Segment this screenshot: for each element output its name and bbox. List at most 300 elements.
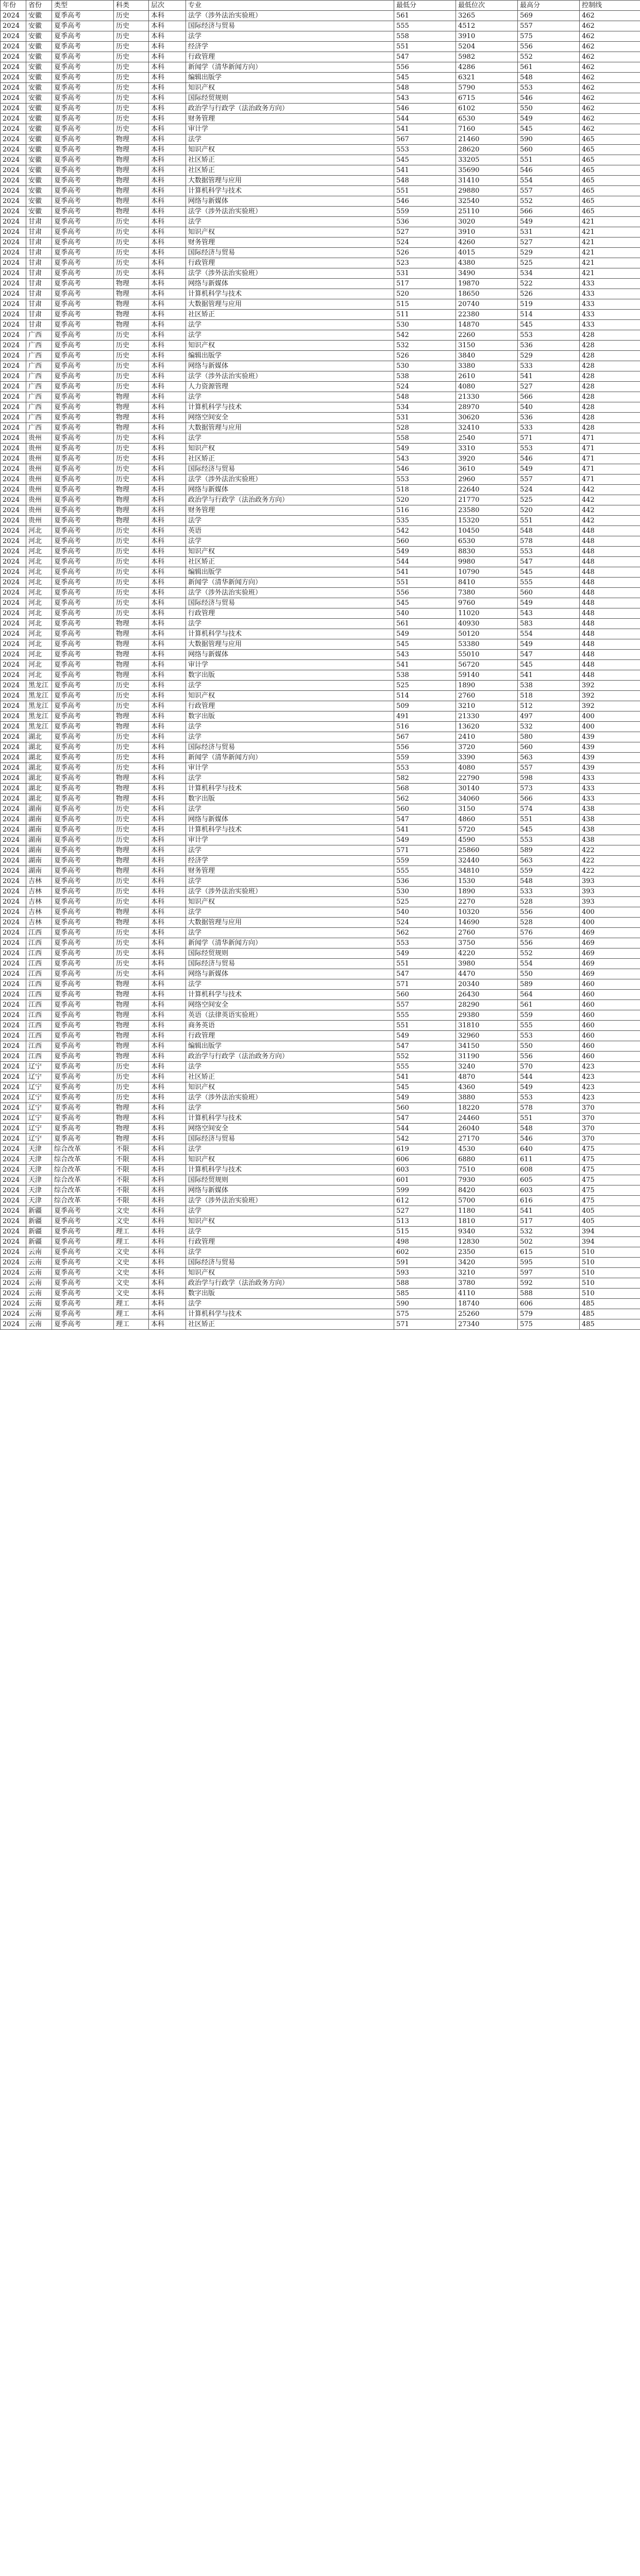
table-row (1, 639, 640, 650)
cell-subject: 文史 (114, 1247, 149, 1258)
cell-level: 本科 (149, 681, 186, 691)
cell-control-line: 448 (580, 526, 640, 536)
cell-level: 本科 (149, 794, 186, 804)
cell-max-score: 564 (518, 990, 580, 1000)
cell-subject: 历史 (114, 825, 149, 835)
cell-level: 本科 (149, 289, 186, 299)
cell-max-score: 553 (518, 547, 580, 557)
cell-level: 本科 (149, 248, 186, 258)
cell-control-line: 405 (580, 1206, 640, 1216)
cell-type: 综合改革 (52, 1185, 114, 1196)
cell-min-rank: 22380 (456, 310, 518, 320)
cell-control-line: 421 (580, 227, 640, 238)
table-row (1, 1299, 640, 1309)
cell-year: 2024 (1, 1052, 26, 1062)
cell-level: 本科 (149, 238, 186, 248)
cell-subject: 物理 (114, 773, 149, 784)
table-row (1, 1093, 640, 1103)
table-row (1, 567, 640, 578)
cell-major: 国际经贸规则 (186, 93, 394, 104)
cell-max-score: 571 (518, 433, 580, 444)
cell-control-line: 442 (580, 505, 640, 516)
cell-province: 湖南 (26, 856, 52, 866)
cell-max-score: 502 (518, 1237, 580, 1247)
cell-province: 湖北 (26, 784, 52, 794)
cell-min-score: 541 (394, 660, 456, 670)
cell-province: 天津 (26, 1155, 52, 1165)
cell-province: 贵州 (26, 454, 52, 464)
cell-year: 2024 (1, 825, 26, 835)
cell-control-line: 428 (580, 402, 640, 413)
cell-subject: 历史 (114, 371, 149, 382)
cell-max-score: 544 (518, 1072, 580, 1082)
cell-major: 财务管理 (186, 238, 394, 248)
cell-subject: 理工 (114, 1237, 149, 1247)
cell-major: 法学 (186, 320, 394, 330)
cell-subject: 历史 (114, 1062, 149, 1072)
cell-control-line: 448 (580, 536, 640, 547)
cell-subject: 物理 (114, 670, 149, 681)
table-row (1, 474, 640, 485)
cell-major: 财务管理 (186, 866, 394, 876)
cell-type: 夏季高考 (52, 114, 114, 124)
cell-max-score: 556 (518, 1052, 580, 1062)
cell-min-rank: 2610 (456, 371, 518, 382)
cell-major: 新闻学（清华新闻方向） (186, 938, 394, 948)
cell-province: 河北 (26, 608, 52, 619)
cell-subject: 历史 (114, 835, 149, 845)
cell-control-line: 370 (580, 1124, 640, 1134)
cell-level: 本科 (149, 382, 186, 392)
cell-control-line: 433 (580, 794, 640, 804)
cell-type: 夏季高考 (52, 938, 114, 948)
table-row (1, 1165, 640, 1175)
cell-subject: 历史 (114, 608, 149, 619)
cell-type: 夏季高考 (52, 31, 114, 42)
cell-subject: 文史 (114, 1268, 149, 1278)
cell-min-rank: 24460 (456, 1113, 518, 1124)
cell-min-score: 549 (394, 1031, 456, 1041)
cell-level: 本科 (149, 1175, 186, 1185)
cell-major: 国际经济与贸易 (186, 742, 394, 753)
cell-major: 网络与新媒体 (186, 1185, 394, 1196)
cell-year: 2024 (1, 1278, 26, 1289)
cell-min-score: 544 (394, 1124, 456, 1134)
cell-province: 云南 (26, 1299, 52, 1309)
cell-level: 本科 (149, 815, 186, 825)
cell-max-score: 640 (518, 1144, 580, 1155)
cell-subject: 历史 (114, 217, 149, 227)
cell-year: 2024 (1, 794, 26, 804)
cell-control-line: 462 (580, 93, 640, 104)
cell-province: 甘肃 (26, 279, 52, 289)
table-row (1, 959, 640, 969)
cell-level: 本科 (149, 701, 186, 711)
cell-year: 2024 (1, 485, 26, 495)
cell-subject: 物理 (114, 320, 149, 330)
cell-province: 湖北 (26, 742, 52, 753)
cell-major: 社区矫正 (186, 454, 394, 464)
cell-province: 河北 (26, 629, 52, 639)
table-row (1, 361, 640, 371)
table-row (1, 660, 640, 670)
cell-major: 行政管理 (186, 608, 394, 619)
cell-type: 夏季高考 (52, 1052, 114, 1062)
cell-major: 法学（涉外法治实验班） (186, 371, 394, 382)
cell-min-score: 515 (394, 299, 456, 310)
cell-province: 河北 (26, 588, 52, 598)
cell-max-score: 532 (518, 1227, 580, 1237)
cell-level: 本科 (149, 207, 186, 217)
cell-control-line: 442 (580, 485, 640, 495)
cell-level: 本科 (149, 928, 186, 938)
cell-control-line: 462 (580, 83, 640, 93)
cell-year: 2024 (1, 876, 26, 887)
cell-min-rank: 32410 (456, 423, 518, 433)
cell-max-score: 520 (518, 505, 580, 516)
cell-min-rank: 1890 (456, 887, 518, 897)
cell-max-score: 547 (518, 557, 580, 567)
cell-major: 新闻学（清华新闻方向） (186, 578, 394, 588)
cell-max-score: 545 (518, 124, 580, 134)
cell-major: 数字出版 (186, 1289, 394, 1299)
cell-level: 本科 (149, 1072, 186, 1082)
cell-province: 贵州 (26, 485, 52, 495)
cell-min-rank: 6530 (456, 536, 518, 547)
cell-province: 江西 (26, 948, 52, 959)
cell-min-rank: 3310 (456, 444, 518, 454)
cell-level: 本科 (149, 825, 186, 835)
cell-type: 夏季高考 (52, 495, 114, 505)
cell-province: 甘肃 (26, 238, 52, 248)
table-row (1, 299, 640, 310)
cell-type: 夏季高考 (52, 11, 114, 21)
cell-min-rank: 3750 (456, 938, 518, 948)
cell-subject: 历史 (114, 124, 149, 134)
cell-type: 夏季高考 (52, 835, 114, 845)
cell-type: 夏季高考 (52, 815, 114, 825)
header-min-rank: 最低位次 (456, 1, 518, 11)
cell-major: 编辑出版学 (186, 351, 394, 361)
table-row (1, 268, 640, 279)
table-row (1, 526, 640, 536)
cell-min-rank: 3980 (456, 959, 518, 969)
table-row (1, 1309, 640, 1319)
cell-min-score: 599 (394, 1185, 456, 1196)
cell-type: 夏季高考 (52, 825, 114, 835)
cell-min-rank: 20340 (456, 979, 518, 990)
cell-major: 财务管理 (186, 114, 394, 124)
cell-level: 本科 (149, 1268, 186, 1278)
cell-control-line: 448 (580, 650, 640, 660)
cell-type: 夏季高考 (52, 124, 114, 134)
cell-min-rank: 18740 (456, 1299, 518, 1309)
cell-type: 夏季高考 (52, 21, 114, 31)
cell-level: 本科 (149, 1258, 186, 1268)
cell-control-line: 465 (580, 165, 640, 176)
cell-subject: 物理 (114, 1031, 149, 1041)
table-row (1, 1134, 640, 1144)
cell-province: 广西 (26, 371, 52, 382)
table-row (1, 1000, 640, 1010)
cell-min-score: 520 (394, 289, 456, 299)
cell-min-score: 548 (394, 392, 456, 402)
cell-max-score: 560 (518, 742, 580, 753)
cell-control-line: 460 (580, 1010, 640, 1021)
cell-province: 安徽 (26, 52, 52, 62)
cell-min-score: 547 (394, 1113, 456, 1124)
cell-type: 夏季高考 (52, 155, 114, 165)
cell-min-score: 582 (394, 773, 456, 784)
cell-year: 2024 (1, 248, 26, 258)
cell-province: 江西 (26, 1021, 52, 1031)
cell-max-score: 514 (518, 310, 580, 320)
cell-min-score: 551 (394, 1021, 456, 1031)
cell-min-score: 541 (394, 165, 456, 176)
cell-major: 社区矫正 (186, 1319, 394, 1330)
cell-province: 江西 (26, 959, 52, 969)
cell-min-rank: 3780 (456, 1278, 518, 1289)
cell-control-line: 423 (580, 1062, 640, 1072)
cell-major: 国际经济与贸易 (186, 959, 394, 969)
table-row (1, 1155, 640, 1165)
cell-type: 夏季高考 (52, 928, 114, 938)
cell-major: 法学 (186, 681, 394, 691)
cell-min-rank: 4220 (456, 948, 518, 959)
table-row (1, 825, 640, 835)
cell-max-score: 525 (518, 495, 580, 505)
cell-major: 国际经济与贸易 (186, 21, 394, 31)
table-row (1, 866, 640, 876)
cell-major: 商务英语 (186, 1021, 394, 1031)
cell-level: 本科 (149, 217, 186, 227)
cell-type: 夏季高考 (52, 588, 114, 598)
cell-year: 2024 (1, 1309, 26, 1319)
cell-type: 夏季高考 (52, 62, 114, 73)
cell-min-score: 555 (394, 866, 456, 876)
cell-subject: 历史 (114, 876, 149, 887)
cell-year: 2024 (1, 691, 26, 701)
table-row (1, 52, 640, 62)
cell-province: 甘肃 (26, 217, 52, 227)
header-control-line: 控制线 (580, 1, 640, 11)
cell-province: 江西 (26, 969, 52, 979)
cell-major: 计算机科学与技术 (186, 825, 394, 835)
cell-max-score: 575 (518, 1319, 580, 1330)
table-row (1, 1319, 640, 1330)
cell-year: 2024 (1, 1021, 26, 1031)
cell-control-line: 428 (580, 330, 640, 341)
cell-min-rank: 3390 (456, 753, 518, 763)
cell-max-score: 554 (518, 959, 580, 969)
cell-min-score: 555 (394, 1062, 456, 1072)
cell-level: 本科 (149, 145, 186, 155)
cell-level: 本科 (149, 268, 186, 279)
cell-type: 夏季高考 (52, 691, 114, 701)
cell-min-rank: 6715 (456, 93, 518, 104)
cell-province: 辽宁 (26, 1103, 52, 1113)
cell-subject: 历史 (114, 815, 149, 825)
cell-max-score: 549 (518, 464, 580, 474)
cell-min-rank: 5700 (456, 1196, 518, 1206)
cell-level: 本科 (149, 1237, 186, 1247)
cell-control-line: 465 (580, 186, 640, 196)
cell-min-rank: 4286 (456, 62, 518, 73)
cell-max-score: 550 (518, 969, 580, 979)
cell-min-score: 538 (394, 670, 456, 681)
cell-type: 夏季高考 (52, 681, 114, 691)
cell-province: 河北 (26, 557, 52, 567)
cell-type: 夏季高考 (52, 1062, 114, 1072)
cell-min-score: 541 (394, 825, 456, 835)
cell-year: 2024 (1, 11, 26, 21)
cell-min-score: 515 (394, 1227, 456, 1237)
cell-province: 贵州 (26, 495, 52, 505)
cell-province: 广西 (26, 423, 52, 433)
cell-max-score: 546 (518, 1134, 580, 1144)
cell-min-rank: 2760 (456, 691, 518, 701)
cell-min-rank: 3380 (456, 361, 518, 371)
cell-major: 国际经贸规则 (186, 948, 394, 959)
cell-year: 2024 (1, 1010, 26, 1021)
cell-level: 本科 (149, 804, 186, 815)
cell-min-rank: 4870 (456, 1072, 518, 1082)
cell-subject: 历史 (114, 753, 149, 763)
cell-year: 2024 (1, 454, 26, 464)
cell-max-score: 548 (518, 1124, 580, 1134)
cell-type: 夏季高考 (52, 93, 114, 104)
cell-type: 夏季高考 (52, 918, 114, 928)
table-row (1, 371, 640, 382)
cell-type: 夏季高考 (52, 1278, 114, 1289)
cell-min-score: 552 (394, 1052, 456, 1062)
cell-subject: 物理 (114, 650, 149, 660)
cell-type: 夏季高考 (52, 856, 114, 866)
table-row (1, 238, 640, 248)
cell-year: 2024 (1, 804, 26, 815)
table-row (1, 423, 640, 433)
cell-min-rank: 20740 (456, 299, 518, 310)
cell-min-rank: 4512 (456, 21, 518, 31)
cell-province: 安徽 (26, 155, 52, 165)
cell-year: 2024 (1, 165, 26, 176)
cell-major: 法学 (186, 134, 394, 145)
cell-type: 夏季高考 (52, 104, 114, 114)
cell-min-rank: 2960 (456, 474, 518, 485)
cell-max-score: 533 (518, 423, 580, 433)
cell-major: 计算机科学与技术 (186, 1113, 394, 1124)
cell-max-score: 525 (518, 258, 580, 268)
cell-type: 综合改革 (52, 1175, 114, 1185)
cell-type: 夏季高考 (52, 773, 114, 784)
table-row (1, 1103, 640, 1113)
cell-major: 计算机科学与技术 (186, 402, 394, 413)
cell-level: 本科 (149, 876, 186, 887)
table-row (1, 1206, 640, 1216)
cell-province: 天津 (26, 1196, 52, 1206)
cell-type: 夏季高考 (52, 1134, 114, 1144)
cell-type: 夏季高考 (52, 444, 114, 454)
table-row (1, 1113, 640, 1124)
cell-year: 2024 (1, 660, 26, 670)
cell-min-rank: 3265 (456, 11, 518, 21)
cell-min-rank: 4470 (456, 969, 518, 979)
cell-level: 本科 (149, 83, 186, 93)
cell-level: 本科 (149, 907, 186, 918)
cell-province: 贵州 (26, 505, 52, 516)
cell-province: 安徽 (26, 31, 52, 42)
cell-type: 综合改革 (52, 1155, 114, 1165)
cell-control-line: 460 (580, 1041, 640, 1052)
cell-min-rank: 3610 (456, 464, 518, 474)
cell-min-rank: 23580 (456, 505, 518, 516)
cell-major: 网络与新媒体 (186, 650, 394, 660)
table-row (1, 464, 640, 474)
cell-max-score: 569 (518, 11, 580, 21)
cell-level: 本科 (149, 1031, 186, 1041)
table-row (1, 73, 640, 83)
cell-level: 本科 (149, 516, 186, 526)
cell-year: 2024 (1, 444, 26, 454)
table-row (1, 1278, 640, 1289)
cell-major: 社区矫正 (186, 155, 394, 165)
table-row (1, 887, 640, 897)
cell-year: 2024 (1, 742, 26, 753)
header-province: 省份 (26, 1, 52, 11)
cell-major: 国际经贸规则 (186, 1175, 394, 1185)
cell-major: 政治学与行政学（法治政务方向） (186, 1278, 394, 1289)
cell-control-line: 428 (580, 423, 640, 433)
cell-major: 计算机科学与技术 (186, 784, 394, 794)
table-row (1, 104, 640, 114)
cell-subject: 物理 (114, 845, 149, 856)
cell-control-line: 462 (580, 124, 640, 134)
cell-control-line: 423 (580, 1072, 640, 1082)
cell-major: 计算机科学与技术 (186, 990, 394, 1000)
cell-level: 本科 (149, 1165, 186, 1175)
cell-min-score: 535 (394, 516, 456, 526)
cell-control-line: 421 (580, 217, 640, 227)
cell-min-rank: 33205 (456, 155, 518, 165)
cell-subject: 历史 (114, 382, 149, 392)
cell-min-rank: 28970 (456, 402, 518, 413)
cell-min-score: 528 (394, 423, 456, 433)
cell-min-rank: 40930 (456, 619, 518, 629)
cell-min-score: 542 (394, 1134, 456, 1144)
cell-year: 2024 (1, 866, 26, 876)
cell-min-score: 575 (394, 1309, 456, 1319)
cell-level: 本科 (149, 1134, 186, 1144)
cell-province: 吉林 (26, 907, 52, 918)
cell-min-score: 534 (394, 402, 456, 413)
cell-level: 本科 (149, 979, 186, 990)
cell-subject: 历史 (114, 588, 149, 598)
cell-subject: 历史 (114, 341, 149, 351)
cell-min-rank: 9340 (456, 1227, 518, 1237)
table-row (1, 990, 640, 1000)
cell-level: 本科 (149, 464, 186, 474)
cell-province: 贵州 (26, 516, 52, 526)
cell-min-rank: 4110 (456, 1289, 518, 1299)
header-subject: 科类 (114, 1, 149, 11)
cell-control-line: 448 (580, 588, 640, 598)
cell-max-score: 541 (518, 670, 580, 681)
cell-min-rank: 4380 (456, 258, 518, 268)
cell-province: 广西 (26, 351, 52, 361)
cell-min-score: 553 (394, 145, 456, 155)
cell-min-score: 551 (394, 42, 456, 52)
table-row (1, 578, 640, 588)
